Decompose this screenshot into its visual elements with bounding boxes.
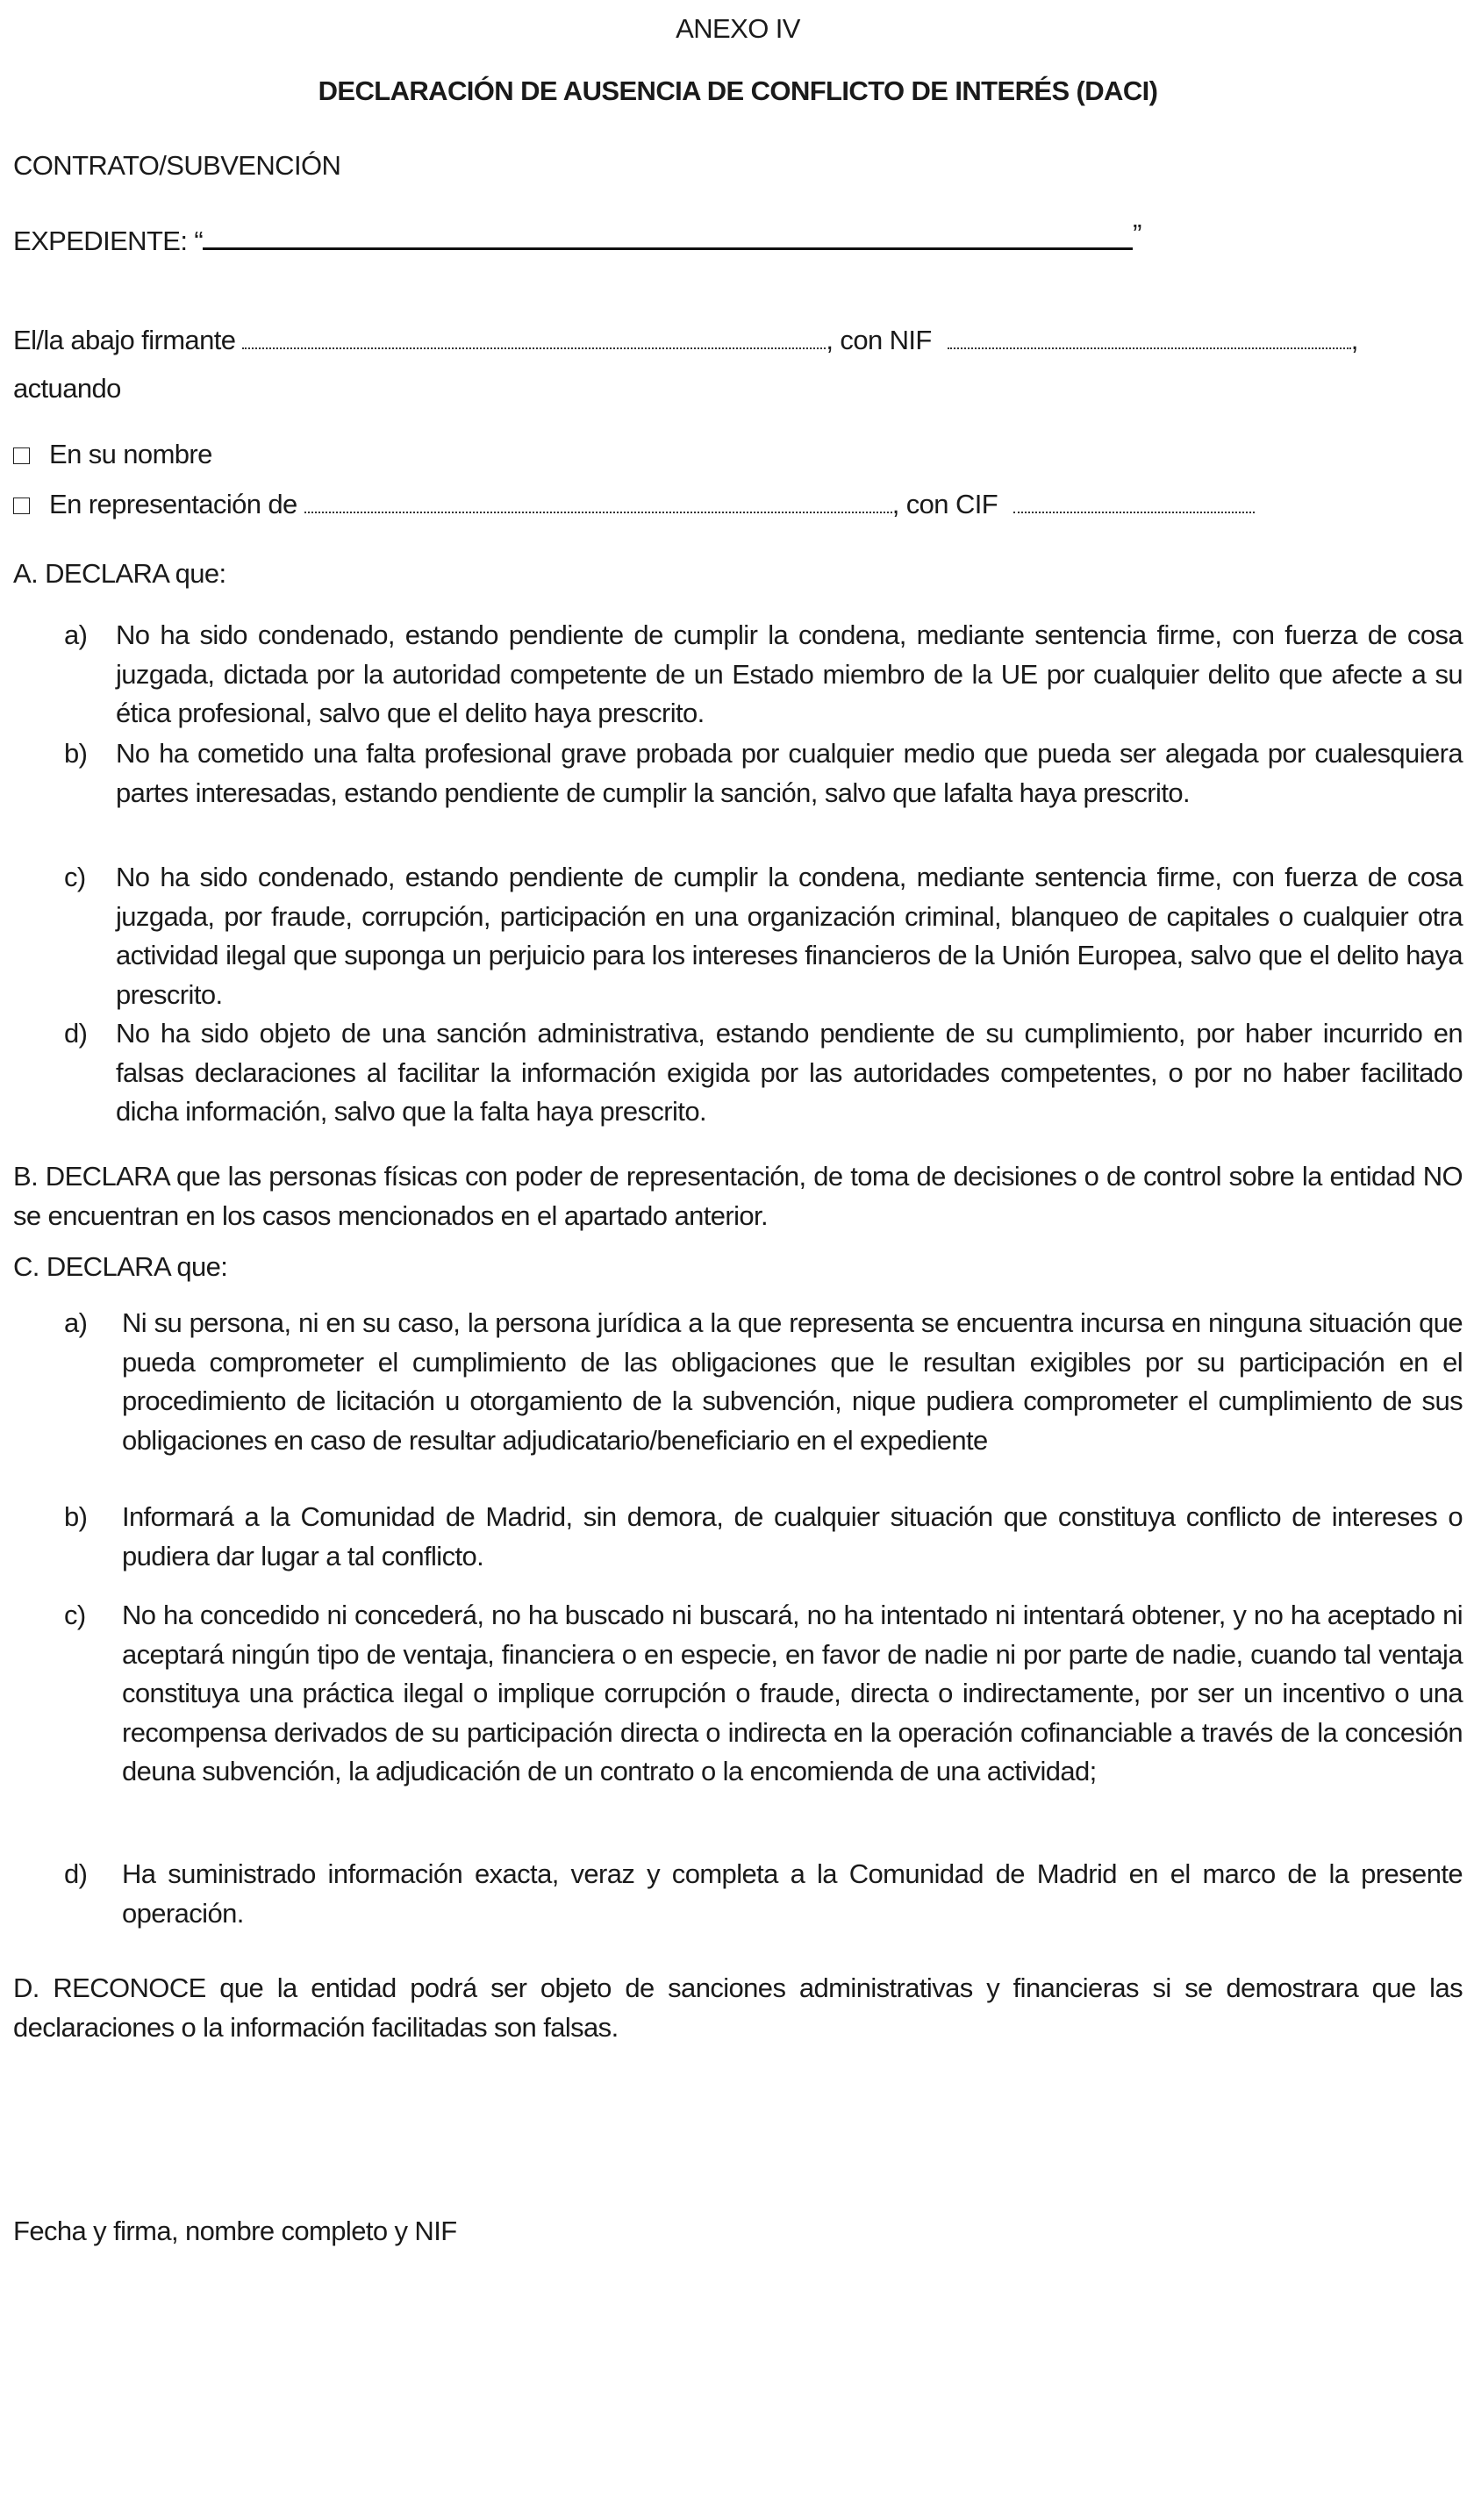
expediente-label: EXPEDIENTE: “	[13, 226, 204, 256]
comma: ,	[1350, 325, 1358, 355]
item-text: Ni su persona, ni en su caso, la persona jurídica a la que representa se encuentra incursa en ninguna situación que pueda comprometer el cumplimiento de las obligaciones que le resultan exigibles por su participación en el procedimiento de licitación u otorgamiento de la subvención, nique pudiera comprometer el cumplimiento de sus obligaciones en caso de resultar adjudicatario/beneficiario en el expediente	[122, 1307, 1463, 1456]
section-a-item	[64, 1014, 1463, 1132]
actuando-label: actuando	[13, 373, 121, 404]
item-text: No ha cometido una falta profesional grave probada por cualquier medio que pueda ser alegada por cualesquiera partes interesadas, estando pendiente de cumplir la sanción, salvo que lafalta haya prescrito.	[116, 738, 1463, 808]
section-a-item	[64, 858, 1463, 1014]
section-a-item	[64, 616, 1463, 734]
expediente-line	[13, 215, 1463, 261]
expediente-close-quote: ”	[1133, 218, 1141, 249]
option-label: En su nombre	[49, 439, 212, 469]
contract-label: CONTRATO/SUBVENCIÓN	[13, 150, 341, 181]
section-c-heading: C. DECLARA que:	[13, 1251, 228, 1282]
item-label: a)	[64, 1307, 88, 1338]
section-a-heading: A. DECLARA que:	[13, 558, 226, 589]
item-label: c)	[64, 1600, 86, 1630]
item-text: Informará a la Comunidad de Madrid, sin demora, de cualquier situación que constituya conflicto de intereses o pudiera dar lugar a tal conflicto.	[122, 1501, 1463, 1571]
item-text: No ha sido condenado, estando pendiente de cumplir la condena, mediante sentencia firme, con fuerza de cosa juzgada, dictada por la autoridad competente de un Estado miembro de la UE por cualquier delito que afecte a su ética profesional, salvo que el delito haya prescrito.	[116, 619, 1463, 728]
item-text: Ha suministrado información exacta, veraz y completa a la Comunidad de Madrid en el marco de la presente operación.	[122, 1858, 1463, 1929]
item-text: No ha sido objeto de una sanción administrativa, estando pendiente de su cumplimiento, por haber incurrido en falsas declaraciones al facilitar la información exigida por las autoridades competentes, o por no haber facilitado dicha información, salvo que la falta haya prescrito.	[116, 1018, 1463, 1127]
nif-field[interactable]	[948, 325, 1351, 349]
signature-label: Fecha y firma, nombre completo y NIF	[13, 2216, 457, 2246]
option-label: En representación de	[49, 489, 297, 519]
signer-line	[13, 321, 1463, 361]
signer-name-field[interactable]	[242, 325, 826, 349]
cif-label: , con CIF	[891, 489, 998, 519]
option-own-name[interactable]	[13, 435, 1463, 475]
checkbox[interactable]	[13, 447, 30, 464]
document-title: DECLARACIÓN DE AUSENCIA DE CONFLICTO DE INTERÉS (DACI)	[318, 75, 1158, 106]
item-text: No ha concedido ni concederá, no ha buscado ni buscará, no ha intentado ni intentará obtener, y no ha aceptado ni aceptará ningún tipo de ventaja, financiera o en especie, en favor de nadie ni por parte de nadie, cuando tal ventaja constituya una práctica ilegal o implique corrupción o fraude, directa o indirectamente, por ser un incentivo o una recompensa derivados de su participación directa o indirecta en la operación cofinanciable a través de la concesión deuna subvención, la adjudicación de un contrato o la encomienda de una actividad;	[122, 1600, 1463, 1786]
represented-entity-field[interactable]	[304, 489, 892, 513]
item-label: c)	[64, 862, 86, 892]
item-text: No ha sido condenado, estando pendiente de cumplir la condena, mediante sentencia firme, con fuerza de cosa juzgada, por fraude, corrupción, participación en una organización criminal, blanqueo de capitales o cualquier otra actividad ilegal que suponga un perjuicio para los intereses financieros de la Unión Europea, salvo que el delito haya prescrito.	[116, 862, 1463, 1010]
annex-label: ANEXO IV	[676, 13, 800, 44]
nif-label: , con NIF	[826, 325, 932, 355]
item-label: b)	[64, 738, 88, 769]
section-c-item	[64, 1855, 1463, 1933]
item-label: a)	[64, 619, 88, 650]
section-c-item	[64, 1304, 1463, 1460]
section-a-item	[64, 734, 1463, 813]
expediente-field[interactable]	[203, 223, 1133, 250]
section-b: B. DECLARA que las personas físicas con poder de representación, de toma de decisiones o de control sobre la entidad NO se encuentran en los casos mencionados en el apartado anterior.	[13, 1161, 1463, 1231]
item-label: d)	[64, 1858, 88, 1889]
option-representation[interactable]	[13, 485, 1463, 525]
checkbox[interactable]	[13, 498, 30, 514]
signer-label: El/la abajo firmante	[13, 325, 236, 355]
cif-field[interactable]	[1013, 489, 1255, 513]
item-label: b)	[64, 1501, 88, 1532]
section-d: D. RECONOCE que la entidad podrá ser objeto de sanciones administrativas y financieras si se demostrara que las declaraciones o la información facilitadas son falsas.	[13, 1972, 1463, 2043]
section-c-item	[64, 1498, 1463, 1576]
item-label: d)	[64, 1018, 88, 1049]
section-c-item	[64, 1596, 1463, 1792]
